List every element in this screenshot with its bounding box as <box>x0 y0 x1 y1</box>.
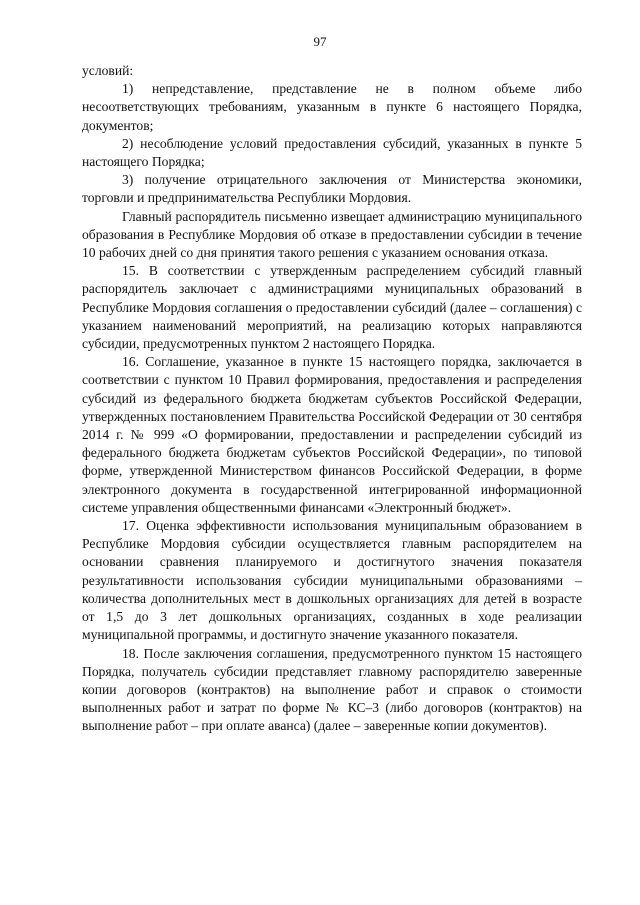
paragraph-16: 16. Соглашение, указанное в пункте 15 настоящего порядка, заключается в соответствии с пунктом 10 Правил формирования, предоставления и распределения субсидий из федерального бюджета бюджетам субъектов Российской Федерации, утвержденных постановлением Правительства Российской Федерации от 30 сентября 2014 г. № 999 «О формировании, предоставлении и распределении субсидий из федерального бюджета бюджетам субъектов Российской Федерации», по типовой форме, утвержденной Министерством финансов Российской Федерации, в форме электронного документа в государственной интегрированной информационной системе управления общественными финансами «Электронный бюджет». <box>82 354 582 515</box>
paragraph-intro: условий: <box>82 63 134 78</box>
paragraph-18: 18. После заключения соглашения, предусмотренного пунктом 15 настоящего Порядка, получатель субсидии представляет главному распорядителю заверенные копии договоров (контрактов) на выполнение работ и справок о стоимости выполненных работ и затрат по форме № КС–3 (либо договоров (контрактов) на выполнение работ – при оплате аванса) (далее – заверенные копии документов). <box>82 645 582 734</box>
paragraph-item-1: 1) непредставление, представление не в полном объеме либо несоответствующих требованиям, указанным в пункте 6 настоящего Порядка, документов; <box>82 81 582 133</box>
paragraph-15: 15. В соответствии с утвержденным распределением субсидий главный распорядитель заключает с администрациями муниципальных образований в Республике Мордовия соглашения о предоставлении субсидий (далее – соглашения) с указанием наименований мероприятий, на реализацию которых направляются субсидии, предусмотренных пунктом 2 настоящего Порядка. <box>82 263 582 352</box>
page-number: 97 <box>313 34 327 49</box>
paragraph-refusal-notice: Главный распорядитель письменно извещает администрацию муниципального образования в Республике Мордовия об отказе в предоставлении субсидии в течение 10 рабочих дней со дня принятия такого решения с указанием основания отказа. <box>82 208 582 261</box>
paragraph-item-3: 3) получение отрицательного заключения от Министерства экономики, торговли и предпринимательства Республики Мордовия. <box>82 172 582 206</box>
paragraph-item-2: 2) несоблюдение условий предоставления субсидий, указанных в пункте 5 настоящего Порядка; <box>82 135 582 170</box>
document-body <box>82 62 582 736</box>
paragraph-17: 17. Оценка эффективности использования муниципальным образованием в Республике Мордовия субсидии осуществляется главным распорядителем на основании сравнения планируемого и достигнутого значения показателя результативности использования субсидии муниципальными образованиями – количества дополнительных мест в дошкольных организациях для детей в возрасте от 1,5 до 3 лет дошкольных организациях, созданных в ходе реализации муниципальной программы, и достигнуто значение указанного показателя. <box>82 518 582 643</box>
